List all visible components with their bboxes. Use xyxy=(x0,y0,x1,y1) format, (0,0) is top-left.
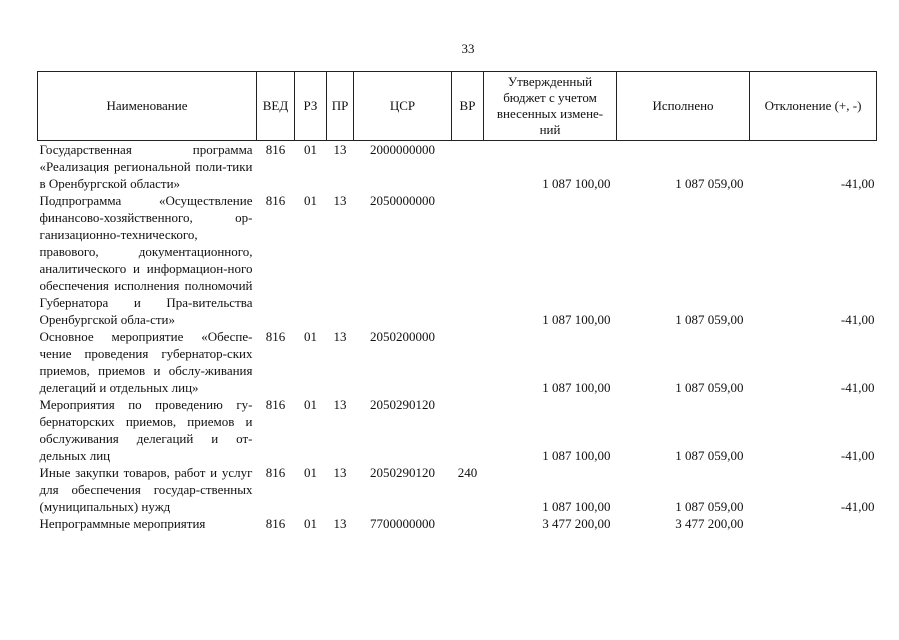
row-name: Подпрограмма «Осуществление финансово-хозяйственного, ор-ганизационно-технического, правового, документационного, аналитического и информацион-ного обеспечения исполнения полномочий Губернатора и Пра-вительства Оренбургской обла-сти» xyxy=(39,193,253,327)
row-name: Государственная программа «Реализация региональной поли-тики в Оренбургской области» xyxy=(39,142,253,191)
row-pr: 13 xyxy=(333,516,347,531)
row-vr xyxy=(452,192,484,328)
row-name: Непрограммные мероприятия xyxy=(39,516,206,531)
header-csr: ЦСР xyxy=(354,72,452,141)
row-csr: 2050290120 xyxy=(370,397,435,412)
row-ved: 816 xyxy=(265,329,286,344)
row-deviation: -41,00 xyxy=(840,448,875,463)
row-approved: 1 087 100,00 xyxy=(542,312,611,327)
row-csr: 2050000000 xyxy=(370,193,435,208)
row-vr xyxy=(452,141,484,193)
row-approved: 1 087 100,00 xyxy=(542,448,611,463)
table-row xyxy=(38,464,877,515)
header-pr: ПР xyxy=(327,72,354,141)
row-deviation xyxy=(750,515,877,532)
header-deviation: Отклонение (+, -) xyxy=(750,72,877,141)
row-approved: 1 087 100,00 xyxy=(542,380,611,395)
row-approved: 3 477 200,00 xyxy=(542,516,611,531)
row-deviation: -41,00 xyxy=(840,380,875,395)
row-vr xyxy=(452,515,484,532)
header-executed: Исполнено xyxy=(617,72,750,141)
row-csr: 7700000000 xyxy=(370,516,435,531)
header-rz: РЗ xyxy=(295,72,327,141)
row-pr: 13 xyxy=(333,397,347,412)
table-row xyxy=(38,328,877,396)
row-ved: 816 xyxy=(265,465,286,480)
table-row xyxy=(38,396,877,464)
row-rz: 01 xyxy=(304,142,317,157)
row-pr: 13 xyxy=(333,329,347,344)
page-number: 33 xyxy=(461,41,475,56)
row-pr: 13 xyxy=(333,465,347,480)
row-ved: 816 xyxy=(265,516,286,531)
header-approved: Утвержденный бюджет с учетом внесенных измене-ний xyxy=(484,72,617,141)
row-rz: 01 xyxy=(304,193,317,208)
header-name: Наименование xyxy=(38,72,257,141)
row-csr: 2050290120 xyxy=(370,465,435,480)
row-csr: 2000000000 xyxy=(370,142,435,157)
row-rz: 01 xyxy=(304,516,317,531)
row-executed: 1 087 059,00 xyxy=(675,312,744,327)
row-rz: 01 xyxy=(304,397,317,412)
row-approved: 1 087 100,00 xyxy=(542,176,611,191)
row-ved: 816 xyxy=(265,142,286,157)
row-approved: 1 087 100,00 xyxy=(542,499,611,514)
row-vr xyxy=(452,396,484,464)
row-ved: 816 xyxy=(265,193,286,208)
row-executed: 3 477 200,00 xyxy=(675,516,744,531)
row-executed: 1 087 059,00 xyxy=(675,380,744,395)
row-deviation: -41,00 xyxy=(840,499,875,514)
row-pr: 13 xyxy=(333,193,347,208)
row-deviation: -41,00 xyxy=(840,176,875,191)
row-ved: 816 xyxy=(265,397,286,412)
row-csr: 2050200000 xyxy=(370,329,435,344)
table-row xyxy=(38,141,877,193)
header-ved: ВЕД xyxy=(257,72,295,141)
row-name: Иные закупки товаров, работ и услуг для обеспечения государ-ственных (муниципальных) нужд xyxy=(39,465,253,514)
row-vr xyxy=(452,328,484,396)
row-executed: 1 087 059,00 xyxy=(675,448,744,463)
header-vr: ВР xyxy=(452,72,484,141)
table-header-row xyxy=(38,72,877,141)
table-row xyxy=(38,515,877,532)
row-rz: 01 xyxy=(304,329,317,344)
budget-table xyxy=(37,71,877,532)
row-deviation: -41,00 xyxy=(840,312,875,327)
row-executed: 1 087 059,00 xyxy=(675,176,744,191)
row-name: Мероприятия по проведению гу-бернаторских приемов, приемов и обслуживания делегаций и от-дельных лиц xyxy=(39,397,253,463)
row-executed: 1 087 059,00 xyxy=(675,499,744,514)
row-pr: 13 xyxy=(333,142,347,157)
row-vr: 240 xyxy=(457,465,478,480)
table-row xyxy=(38,192,877,328)
row-rz: 01 xyxy=(304,465,317,480)
row-name: Основное мероприятие «Обеспе-чение проведения губернатор-ских приемов, приемов и обслу-живания делегаций и отдельных лиц» xyxy=(39,329,253,395)
